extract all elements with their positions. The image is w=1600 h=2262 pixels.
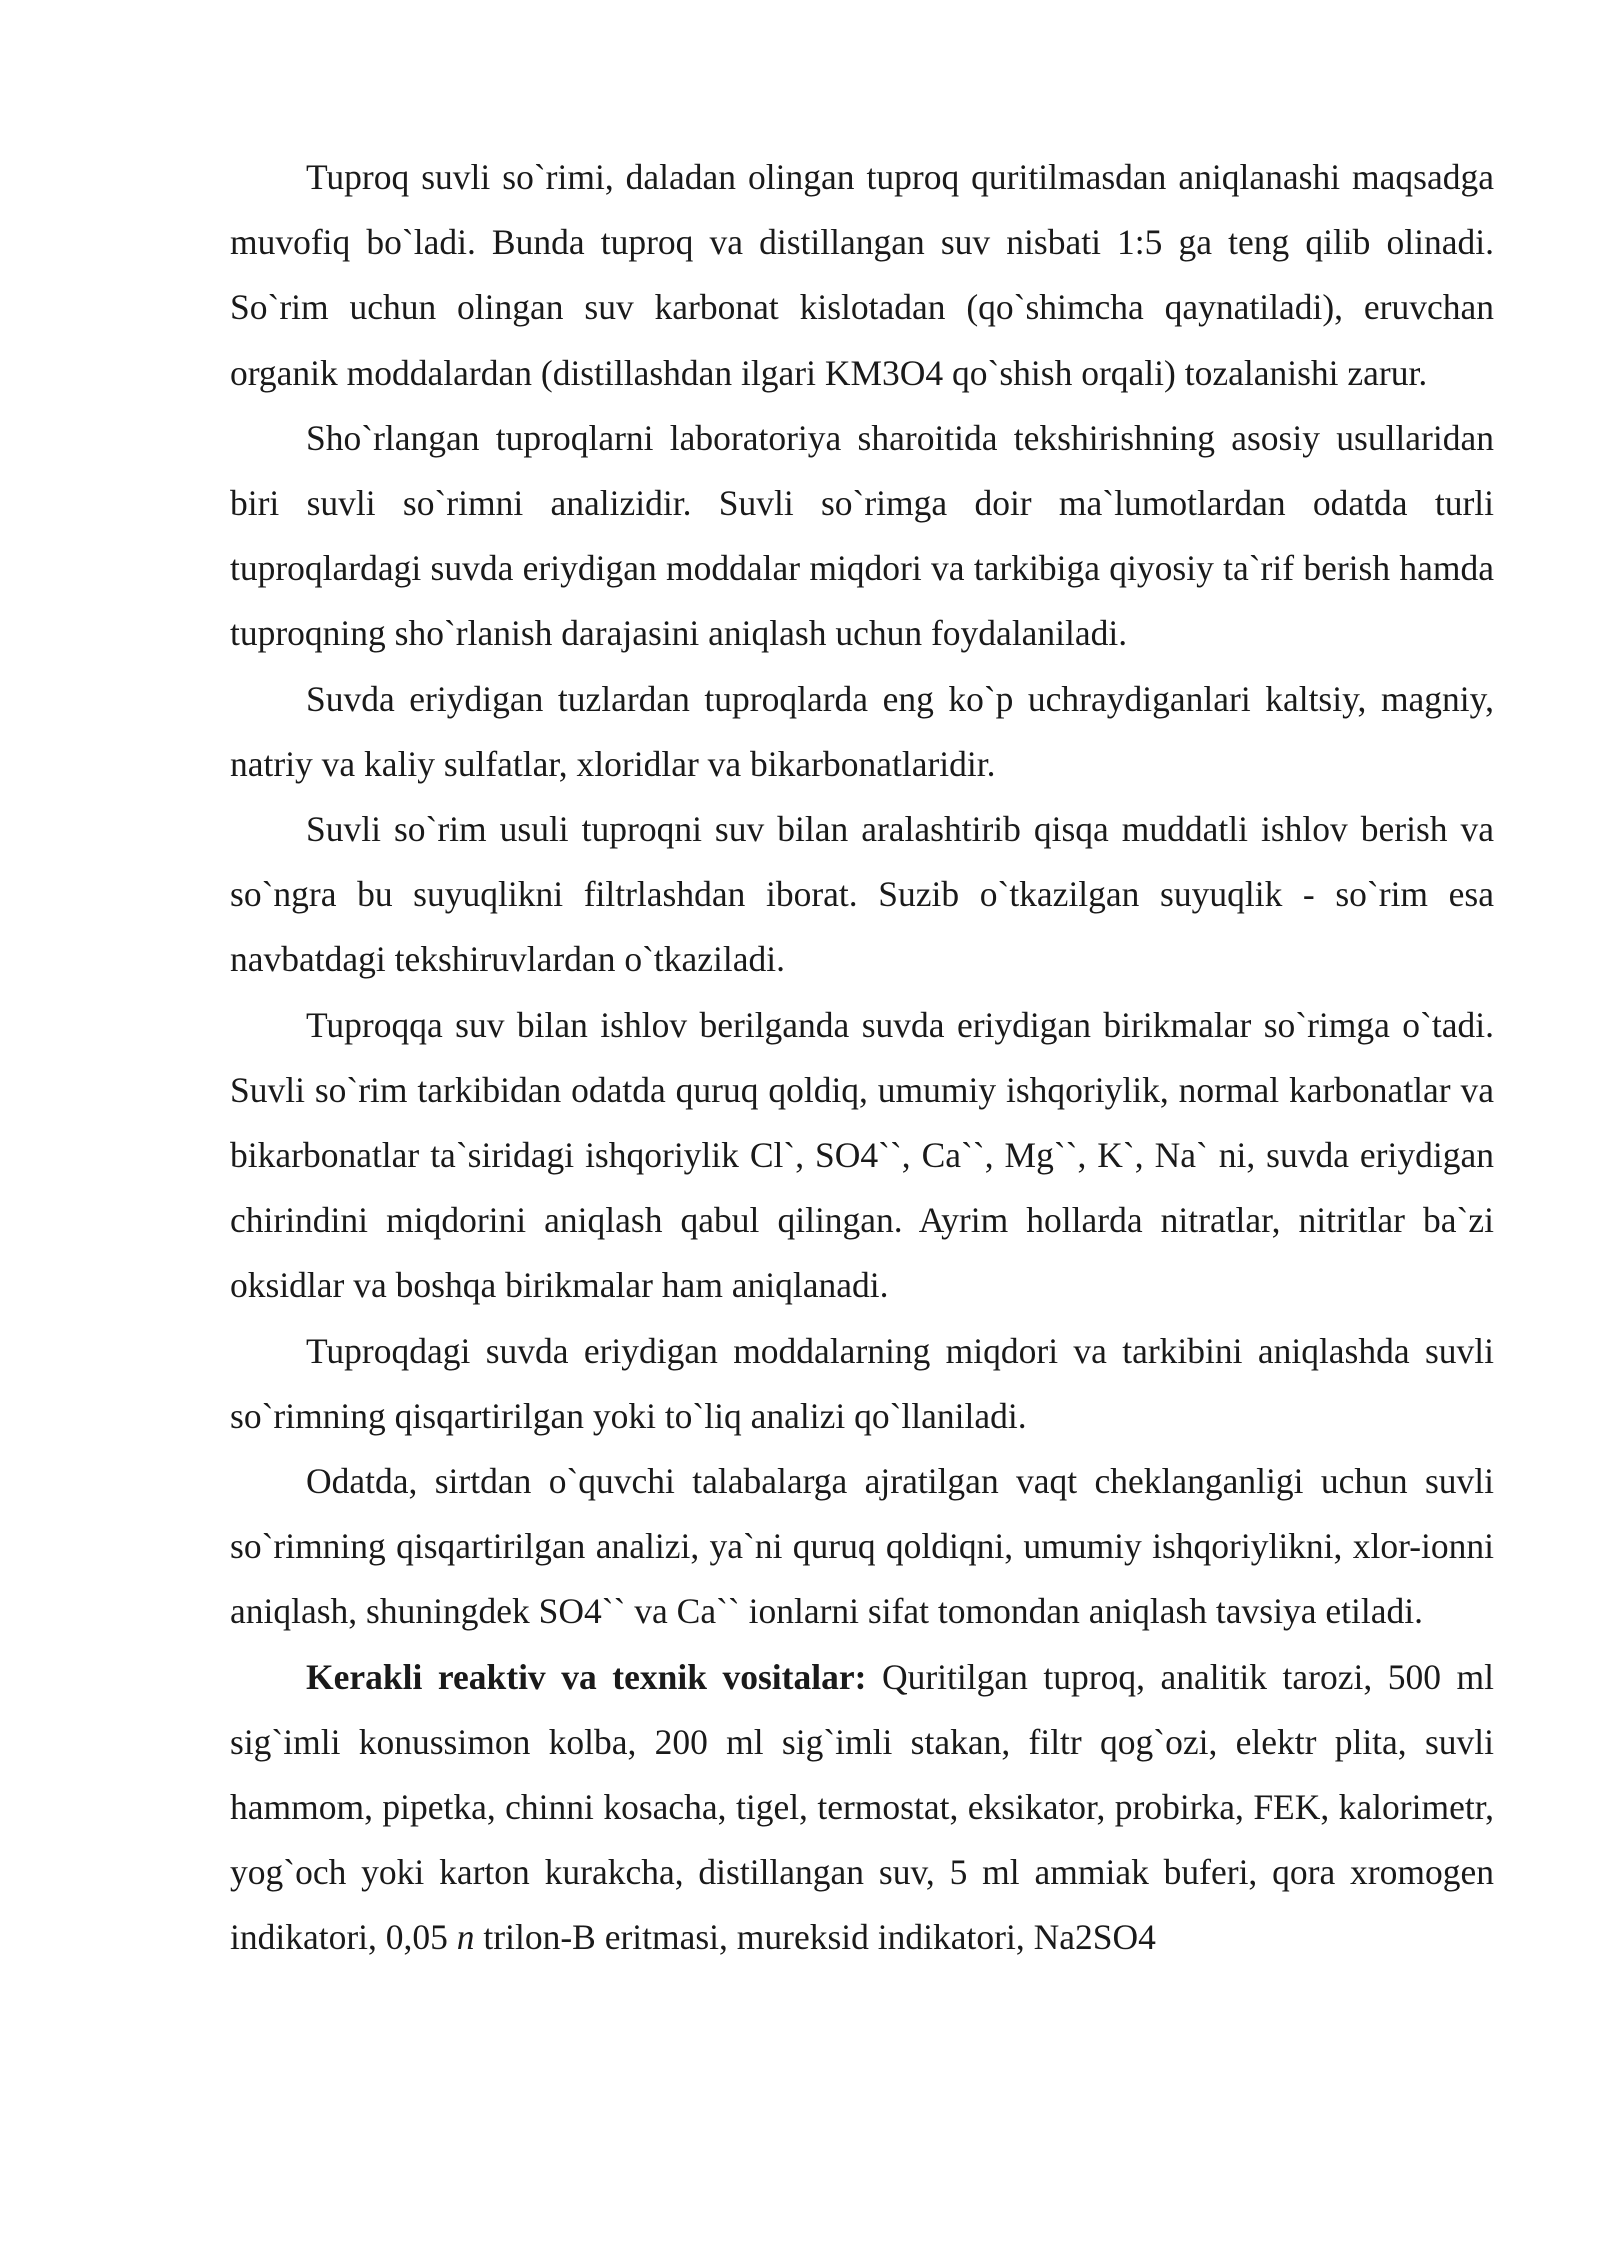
reagents-list-part-1: Quritilgan tuproq, analitik tarozi, 500 ml sig`imli konussimon kolba, 200 ml sig`imli stakan, filtr qog`ozi, elektr plita, suvli hammom, pipetka, chinni kosacha, tigel, termostat, eksikator, probirka, FEK, kalorimetr, yog`och yoki karton kurakcha, distillangan suv, 5 ml ammiak buferi, qora xromogen indikatori, 0,05: [230, 1656, 1495, 1958]
paragraph-reagents: [230, 1645, 1494, 1971]
paragraph-analysis-types: Tuproqdagi suvda eriydigan moddalarning miqdori va tarkibini aniqlashda suvli so`rimning qisqartirilgan yoki to`liq analizi qo`llaniladi.: [230, 1330, 1494, 1436]
reagents-list-part-2: trilon-B eritmasi, mureksid indikatori, Na2SO4: [474, 1917, 1156, 1958]
paragraph-extract-composition: Tuproqqa suv bilan ishlov berilganda suvda eriydigan birikmalar so`rimga o`tadi. Suvli so`rim tarkibidan odatda quruq qoldiq, umumiy ishqoriylik, normal karbonatlar va bikarbonatlar ta`siridagi ishqoriylik Cl`, SO4``, Ca``, Mg``, K`, Na` ni, suvda eriydigan chirindini miqdorini aniqlash qabul qilingan. Ayrim hollarda nitratlar, nitritlar ba`zi oksidlar va boshqa birikmalar ham aniqlanadi.: [230, 1004, 1494, 1306]
paragraph-short-analysis: Odatda, sirtdan o`quvchi talabalarga ajratilgan vaqt cheklanganligi uchun suvli so`rimning qisqartirilgan analizi, ya`ni quruq qoldiqni, umumiy ishqoriylikni, xlor-ionni aniqlash, shuningdek SO4`` va Ca`` ionlarni sifat tomondan aniqlash tavsiya etiladi.: [230, 1461, 1494, 1632]
paragraph-soluble-salts: Suvda eriydigan tuzlardan tuproqlarda eng ko`p uchraydiganlari kaltsiy, magniy, natriy va kaliy sulfatlar, xloridlar va bikarbonatlaridir.: [230, 678, 1494, 784]
document-page: [230, 145, 1494, 1971]
paragraph-extract-method: Suvli so`rim usuli tuproqni suv bilan aralashtirib qisqa muddatli ishlov berish va so`ngra bu suyuqlikni filtrlashdan iborat. Suzib o`tkazilgan suyuqlik - so`rim esa navbatdagi tekshiruvlardan o`tkaziladi.: [230, 809, 1494, 980]
reagents-heading: Kerakli reaktiv va texnik vositalar:: [306, 1656, 867, 1697]
paragraph-saline-soil-analysis: Sho`rlangan tuproqlarni laboratoriya sharoitida tekshirishning asosiy usullaridan biri suvli so`rimni analizidir. Suvli so`rimga doir ma`lumotlardan odatda turli tuproqlardagi suvda eriydigan moddalar miqdori va tarkibiga qiyosiy ta`rif berish hamda tuproqning sho`rlanish darajasini aniqlash uchun foydalaniladi.: [230, 417, 1494, 654]
normality-symbol: n: [456, 1917, 475, 1958]
paragraph-water-extract-sampling: Tuproq suvli so`rimi, daladan olingan tuproq quritilmasdan aniqlanashi maqsadga muvofiq bo`ladi. Bunda tuproq va distillangan suv nisbati 1:5 ga teng qilib olinadi. So`rim uchun olingan suv karbonat kislotadan (qo`shimcha qaynatiladi), eruvchan organik moddalardan (distillashdan ilgari KM3O4 qo`shish orqali) tozalanishi zarur.: [230, 157, 1494, 393]
